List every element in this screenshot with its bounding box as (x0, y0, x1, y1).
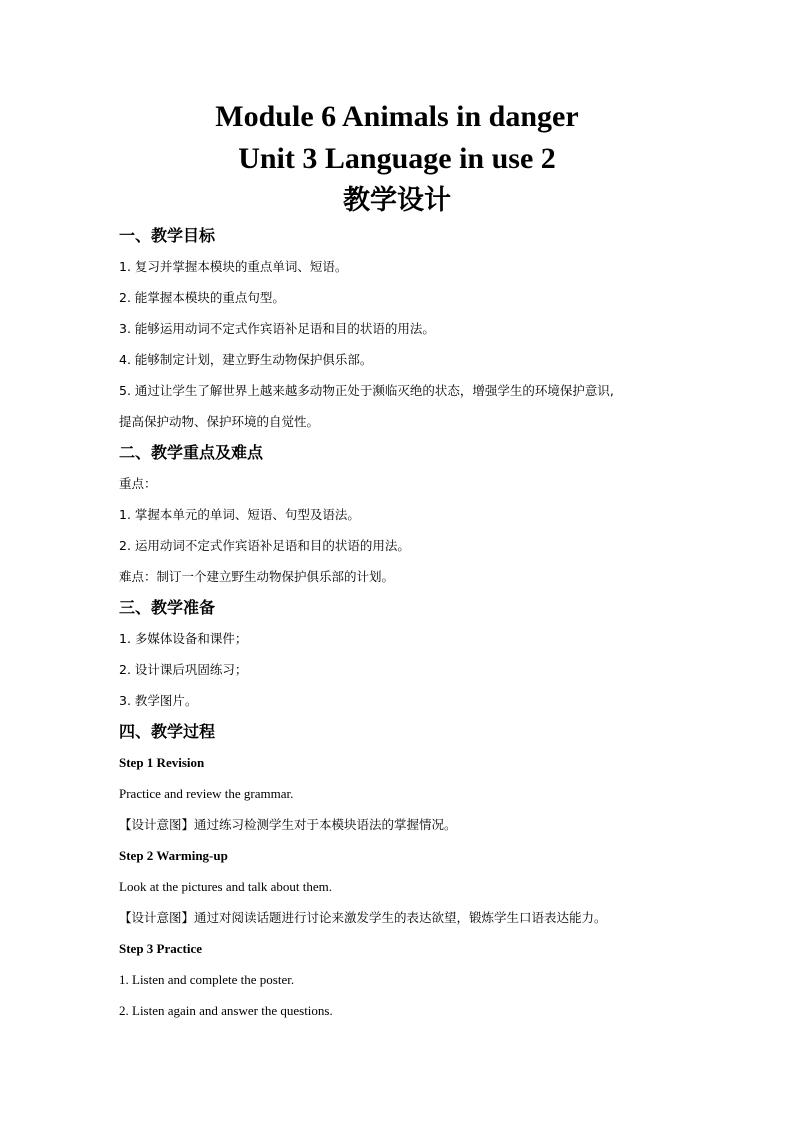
step-1-text: Practice and review the grammar. (119, 786, 294, 801)
key-point-item: 1. 掌握本单元的单词、短语、句型及语法。 (119, 507, 360, 522)
preparation-item: 1. 多媒体设备和课件； (119, 631, 248, 646)
step-2-text: Look at the pictures and talk about them. (119, 879, 332, 894)
step-1-intent: 【设计意图】通过练习检测学生对于本模块语法的掌握情况。 (119, 817, 457, 832)
document-body (119, 224, 679, 1030)
objective-item: 5. 通过让学生了解世界上越来越多动物正处于濒临灭绝的状态，增强学生的环境保护意识, (119, 383, 614, 398)
key-points-label: 重点： (119, 476, 157, 491)
step-3-item: 2. Listen again and answer the questions. (119, 1003, 333, 1018)
step-3-title: Step 3 Practice (119, 941, 203, 956)
preparation-item: 2. 设计课后巩固练习； (119, 662, 248, 677)
section-heading-preparation: 三、教学准备 (119, 598, 216, 617)
difficulty-line: 难点：制订一个建立野生动物保护俱乐部的计划。 (119, 569, 395, 584)
step-2-intent: 【设计意图】通过对阅读话题进行讨论来激发学生的表达欲望，锻炼学生口语表达能力。 (119, 910, 607, 925)
title-design: 教学设计 (343, 185, 451, 216)
title-unit: Unit 3 Language in use 2 (238, 142, 556, 175)
title-module: Module 6 Animals in danger (215, 100, 579, 133)
objective-item-continued: 提高保护动物、保护环境的自觉性。 (119, 414, 320, 429)
objective-item: 1. 复习并掌握本模块的重点单词、短语。 (119, 259, 348, 274)
step-3-item: 1. Listen and complete the poster. (119, 972, 295, 987)
key-point-item: 2. 运用动词不定式作宾语补足语和目的状语的用法。 (119, 538, 410, 553)
section-heading-process: 四、教学过程 (119, 722, 216, 741)
step-1-title: Step 1 Revision (119, 755, 205, 770)
objective-item: 4. 能够制定计划，建立野生动物保护俱乐部。 (119, 352, 373, 367)
preparation-item: 3. 教学图片。 (119, 693, 198, 708)
objective-item: 3. 能够运用动词不定式作宾语补足语和目的状语的用法。 (119, 321, 435, 336)
objective-item: 2. 能掌握本模块的重点句型。 (119, 290, 285, 305)
section-heading-key-points: 二、教学重点及难点 (119, 443, 264, 462)
section-heading-objectives: 一、教学目标 (119, 226, 216, 245)
step-2-title: Step 2 Warming-up (119, 848, 228, 863)
